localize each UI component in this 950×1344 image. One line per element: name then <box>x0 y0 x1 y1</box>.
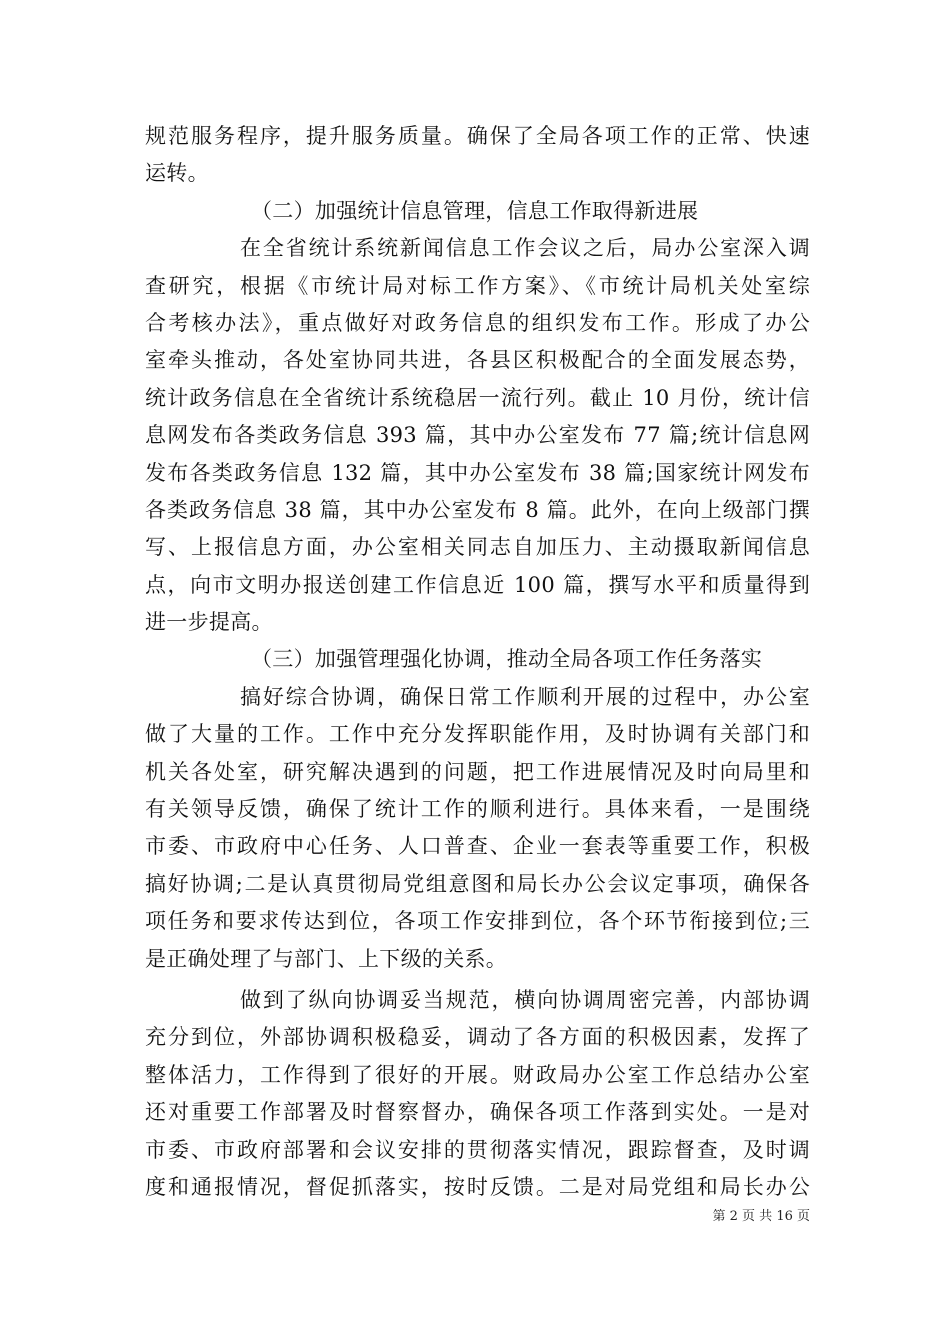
text-line: 做到了纵向协调妥当规范，横向协调周密完善，内部协调 <box>240 987 810 1012</box>
text-line: 合考核办法》，重点做好对政务信息的组织发布工作。形成了办公 <box>145 310 810 335</box>
text-line: 发布各类政务信息 132 篇，其中办公室发布 38 篇;国家统计网发布 <box>145 460 810 485</box>
page-number: 第 2 页 共 16 页 <box>712 1209 810 1224</box>
text-line: 整体活力，工作得到了很好的开展。财政局办公室工作总结办公室 <box>145 1062 810 1087</box>
text-line: 进一步提高。 <box>145 610 273 635</box>
text-line: 是正确处理了与部门、上下级的关系。 <box>145 946 508 971</box>
text-line: 有关领导反馈，确保了统计工作的顺利进行。具体来看，一是围绕 <box>145 797 810 822</box>
text-line: 统计政务信息在全省统计系统稳居一流行列。截止 10 月份，统计信 <box>145 385 810 410</box>
text-line: 在全省统计系统新闻信息工作会议之后，局办公室深入调 <box>240 236 810 261</box>
text-line: 还对重要工作部署及时督察督办，确保各项工作落到实处。一是对 <box>145 1100 810 1125</box>
text-line: 室牵头推动，各处室协同共进，各县区积极配合的全面发展态势， <box>145 348 810 373</box>
text-line: 写、上报信息方面，办公室相关同志自加压力、主动摄取新闻信息 <box>145 535 810 560</box>
text-line: 机关各处室，研究解决遇到的问题，把工作进展情况及时向局里和 <box>145 759 810 784</box>
text-line: 规范服务程序，提升服务质量。确保了全局各项工作的正常、快速 <box>145 124 810 148</box>
body-text <box>145 118 810 1206</box>
text-line: 市委、市政府部署和会议安排的贯彻落实情况，跟踪督查，及时调 <box>145 1137 810 1162</box>
text-line: 度和通报情况，督促抓落实，按时反馈。二是对局党组和局长办公 <box>145 1174 810 1199</box>
text-line: 点，向市文明办报送创建工作信息近 100 篇，撰写水平和质量得到 <box>145 572 810 597</box>
text-line: 各类政务信息 38 篇，其中办公室发布 8 篇。此外，在向上级部门撰 <box>145 497 810 522</box>
text-line: 项任务和要求传达到位，各项工作安排到位，各个环节衔接到位;三 <box>145 909 810 934</box>
text-line: 搞好综合协调，确保日常工作顺利开展的过程中，办公室 <box>240 684 810 709</box>
text-line: 市委、市政府中心任务、人口普查、企业一套表等重要工作，积极 <box>145 834 810 859</box>
text-line: 搞好协调;二是认真贯彻局党组意图和局长办公会议定事项，确保各 <box>145 871 810 896</box>
text-line: 做了大量的工作。工作中充分发挥职能作用，及时协调有关部门和 <box>145 722 810 747</box>
text-line: 息网发布各类政务信息 393 篇，其中办公室发布 77 篇;统计信息网 <box>145 423 810 448</box>
text-line: 查研究，根据《市统计局对标工作方案》、《市统计局机关处室综 <box>145 273 810 298</box>
section-heading: （三）加强管理强化协调，推动全局各项工作任务落实 <box>251 647 763 672</box>
text-line: 充分到位，外部协调积极稳妥，调动了各方面的积极因素，发挥了 <box>145 1025 810 1050</box>
text-line: 运转。 <box>145 161 209 186</box>
section-heading: （二）加强统计信息管理，信息工作取得新进展 <box>251 198 699 223</box>
